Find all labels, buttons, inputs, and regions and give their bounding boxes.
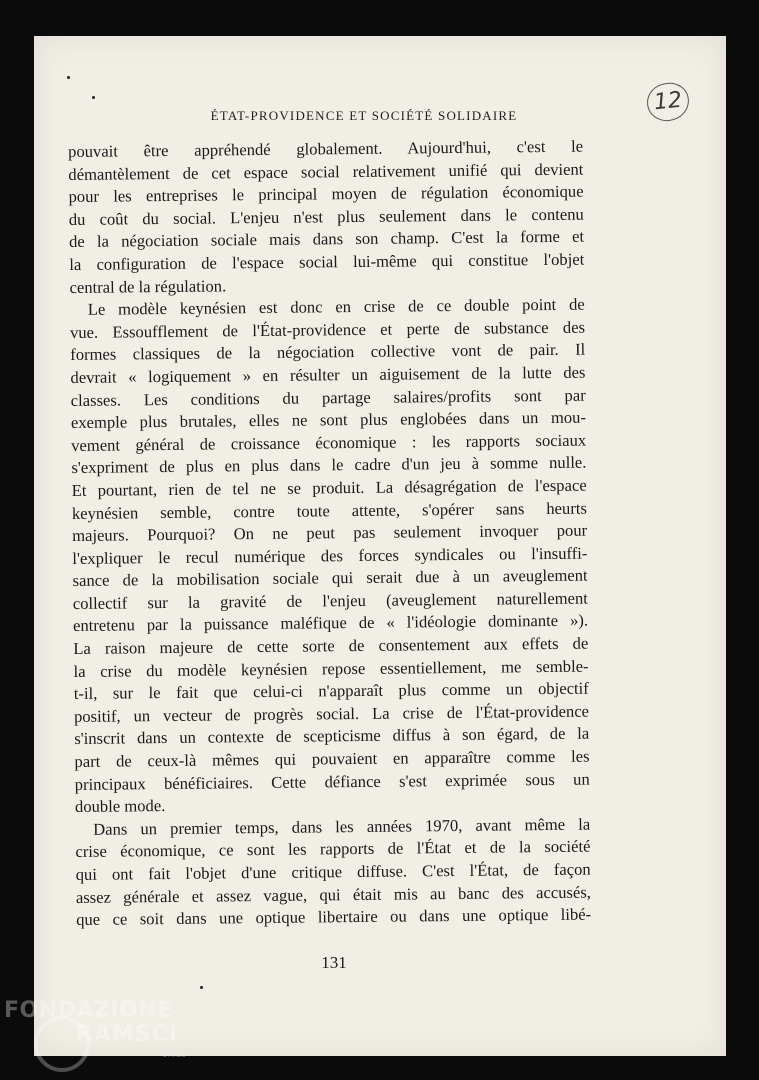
text-line: Dans un premier temps, dans les années 1970, avant même la: [93, 814, 591, 839]
text-line: pouvait être appréhendé globalement. Aujourd'hui, c'est le: [68, 136, 584, 161]
watermark-line-3: onlus: [162, 1050, 187, 1060]
text-line: assez générale et assez vague, qui était mis au banc des accusés,: [75, 882, 591, 907]
text-line: sance de la mobilisation sociale qui serait due à un aveuglement: [72, 565, 588, 591]
text-line: qui ont fait l'objet d'une critique diffuse. C'est l'État, de façon: [75, 859, 591, 884]
text-line: de la négociation sociale mais dans son champ. C'est la forme et: [68, 226, 585, 252]
text-line: s'inscrit dans un contexte de scepticisme diffus à son égard, de la: [74, 724, 590, 749]
text-line: s'expriment de plus en plus dans le cadre d'un jeu à somme nulle.: [71, 452, 587, 478]
text-line: Le modèle keynésien est donc en crise de ce double point de: [87, 294, 585, 319]
text-line: vement général de croissance économique : les rapports sociaux: [71, 430, 587, 455]
running-head: ÉTAT-PROVIDENCE ET SOCIÉTÉ SOLIDAIRE: [210, 108, 518, 123]
text-line: part de ceux-là mêmes qui pouvaient en apparaître comme les: [74, 746, 590, 771]
text-line: que ce soit dans une optique libertaire ou dans une optique libé-: [76, 904, 592, 930]
text-line: Et pourtant, rien de tel ne se produit. La désagrégation de l'espace: [71, 475, 587, 500]
watermark-line-1: FONDAZIONE: [4, 998, 173, 1023]
text-line: collectif sur la gravité de l'enjeu (aveuglement naturellement: [72, 588, 588, 613]
text-line: classes. Les conditions du partage salaires/profits sont par: [70, 385, 586, 410]
text-line: t-il, sur le fait que celui-ci n'apparaît plus comme un objectif: [73, 678, 589, 704]
archive-watermark: [4, 998, 194, 1078]
page-number: 131: [321, 953, 347, 972]
text-line: pour les entreprises le principal moyen de régulation économique: [68, 181, 584, 207]
speck-mark: [67, 76, 70, 79]
watermark-line-2: RAMSCI: [76, 1022, 179, 1047]
text-line: la configuration de l'espace social lui-même qui constitue l'objet: [69, 249, 585, 274]
text-line: positif, un vecteur de progrès social. La crise de l'État-providence: [73, 701, 590, 726]
text-line: la crise du modèle keynésien repose essentiellement, me semble-: [73, 656, 589, 681]
scanned-page: [34, 36, 726, 1056]
text-line: exemple plus brutales, elles ne sont plus englobées dans un mou-: [70, 407, 587, 433]
text-line: du coût du social. L'enjeu n'est plus seulement dans le contenu: [68, 204, 584, 229]
text-line: formes classiques de la négociation collective vont de pair. Il: [70, 339, 586, 365]
speck-mark: [200, 986, 203, 989]
body-text: [68, 136, 591, 932]
text-line: keynésien semble, contre toute attente, s'opérer sans heurts: [71, 498, 587, 523]
handwritten-page-mark: 12: [645, 81, 691, 123]
speck-mark: [92, 96, 95, 99]
text-line: vue. Essoufflement de l'État-providence et perte de substance des: [69, 317, 586, 342]
text-line: l'expliquer le recul numérique des forces syndicales ou l'insuffi-: [72, 543, 588, 568]
text-line: central de la régulation.: [69, 275, 227, 297]
text-line: principaux bénéficiaires. Cette défiance s'est exprimée sous un: [74, 769, 590, 794]
text-line: majeurs. Pourquoi? On ne peut pas seulement invoquer pour: [72, 520, 588, 546]
text-line: crise économique, ce sont les rapports de l'État et de la société: [75, 836, 591, 862]
text-line: double mode.: [74, 796, 166, 817]
text-line: démantèlement de cet espace social relativement unifié qui devient: [68, 159, 584, 184]
text-line: entretenu par la puissance maléfique de « l'idéologie dominante »).: [72, 611, 589, 636]
text-line: La raison majeure de cette sorte de consentement aux effets de: [73, 633, 589, 659]
text-line: devrait « logiquement » en résulter un aiguisement de la lutte des: [70, 362, 586, 387]
